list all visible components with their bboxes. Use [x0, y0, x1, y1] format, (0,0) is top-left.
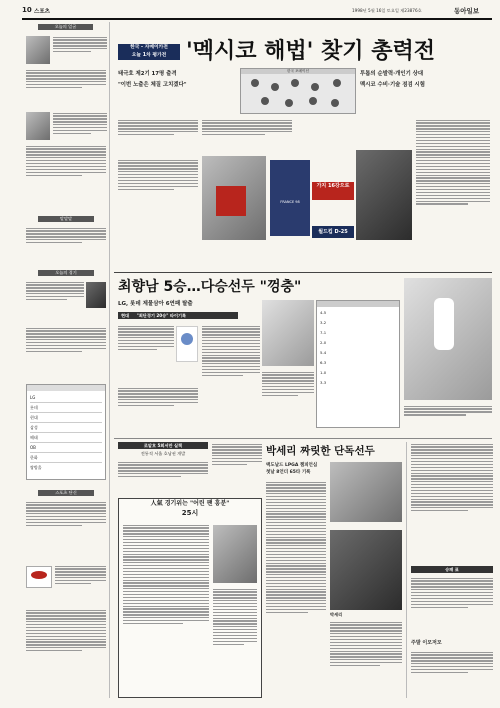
player-icon [285, 99, 293, 107]
games-text-2 [26, 326, 106, 382]
column-box [118, 498, 262, 698]
badge-16: 가지 16강으로 [312, 182, 354, 200]
player-icon [333, 79, 341, 87]
date-line: 1998년 5월 16일 토요일 제23876호 [352, 7, 422, 13]
games-photo [86, 282, 106, 308]
dday-badge: 월드컵 D-25 [312, 226, 354, 238]
face-photo-2 [26, 112, 50, 140]
soccer-body-2 [202, 118, 292, 154]
baseball-body-1 [118, 324, 174, 384]
section-divider [114, 438, 492, 439]
park-photo-1 [330, 462, 402, 522]
section-name: 스포츠 [34, 9, 50, 15]
face-text-1 [53, 35, 107, 65]
score-cell: 6-3 [320, 360, 327, 365]
baseball-body-2 [118, 386, 198, 434]
baseball-illustration [176, 326, 198, 362]
briefs-text-1 [26, 500, 106, 560]
games-text-1 [26, 280, 84, 324]
paper-name: 동아일보 [454, 7, 480, 15]
player-icon [251, 79, 259, 87]
kia-logo [26, 566, 52, 588]
park-body-2 [330, 620, 402, 698]
france98-logo [270, 160, 310, 236]
column-title: 25시 [181, 509, 199, 517]
right-body-3 [411, 650, 493, 696]
soccer-body-1 [118, 118, 198, 154]
right-body-1 [411, 442, 493, 562]
soccer-kicker-1: 한국 - 자메이카전 [130, 45, 168, 50]
standings-row: LG [30, 393, 102, 403]
soccer-sub-left-2: "이번 노출은 체질 고치겠다" [118, 82, 187, 88]
col-head-quotes: 말말말 [38, 216, 94, 222]
park-photo-2 [330, 530, 402, 610]
player-icon [331, 99, 339, 107]
column-body [123, 523, 209, 693]
col-head-briefs: 스포츠 단신 [38, 490, 94, 496]
park-sub [266, 462, 326, 476]
standings-row: 현대 [30, 413, 102, 423]
baseball-player-photo [262, 300, 314, 366]
page-number: 10 [22, 6, 32, 14]
soccer-headline: '멕시코 해법' 찾기 총력전 [186, 39, 435, 64]
column-photo [213, 525, 257, 583]
mid-body-1 [118, 460, 208, 494]
masthead [22, 6, 492, 16]
player-icon [311, 83, 319, 91]
standings-row: OB [30, 443, 102, 453]
face-text-2 [26, 68, 106, 104]
player-icon [291, 79, 299, 87]
left-column [22, 22, 110, 698]
formation-label: 한국 포메이션 [241, 69, 355, 74]
soccer-sub-right-2: 멕시코 수비·기술 점검 시험 [360, 82, 425, 88]
right-lower-column [406, 442, 492, 698]
briefs-text-2 [55, 564, 106, 604]
col-head-today-face: 오늘의 얼굴 [38, 24, 93, 30]
score-cell: 7-1 [320, 330, 327, 335]
face-text-4 [26, 144, 106, 210]
score-cell: 4-5 [320, 310, 327, 315]
face-photo-1 [26, 36, 50, 64]
standings-row: 한화 [30, 453, 102, 463]
baseball-bar-1: 현대 [121, 313, 130, 318]
park-headline: 박세리 짜릿한 단독선두 [266, 445, 375, 457]
column-head: 人氣 경기위는 "어린 팬 흥분" [150, 500, 230, 507]
score-cell: 5-4 [320, 350, 327, 355]
baseball-bar [118, 312, 238, 319]
section-divider [114, 272, 492, 273]
baseball-body-3 [202, 324, 260, 434]
soccer-sub-right-1: 투톱의 순발력·개인기 상대 [360, 71, 424, 77]
soccer-kicker [118, 44, 180, 60]
standings-row: 쌍방울 [30, 465, 42, 470]
right-bar: 승패 표 [411, 566, 493, 573]
player-icon [261, 97, 269, 105]
baseball-body-4 [262, 370, 314, 434]
soccer-sub-left-1: 태극호 제2기 17명 출격 [118, 71, 177, 77]
soccer-subhead-left [118, 70, 238, 89]
briefs-text-3 [26, 608, 106, 708]
tennis-caption [404, 404, 492, 432]
soccer-kicker-2: 오늘 1차 평가전 [131, 53, 167, 58]
park-sub-2: 첫날 8언더 65타 기록 [266, 470, 311, 475]
score-cell: 3-2 [320, 320, 327, 325]
baseball-headline: 최향남 5승…다승선두 "껑충" [118, 279, 302, 295]
soccer-body-right [416, 118, 490, 266]
right-body-2 [411, 576, 493, 636]
france98-text: FRANCE 98 [280, 200, 300, 204]
soccer-subhead-right [360, 70, 488, 89]
park-body-1 [266, 480, 326, 698]
mid-body-2 [212, 442, 262, 494]
right-head: 주말 이모저모 [411, 640, 442, 646]
standings-row: 해태 [30, 433, 102, 443]
column-body-2 [213, 587, 257, 693]
baseball-bar-2: "최단경기 20승" 타이기록 [136, 313, 187, 318]
baseball-sub: LG, 롯데 제물삼아 6연패 탈출 [118, 301, 193, 307]
box-score [316, 300, 400, 428]
standings-row: 삼성 [30, 423, 102, 433]
score-cell: 2-0 [320, 340, 327, 345]
player-icon [309, 97, 317, 105]
soccer-body-3 [118, 158, 198, 224]
mid-box-2: 전통적 서울 호남권 개발 [140, 451, 186, 456]
soccer-photo-2 [356, 150, 412, 240]
park-caption: 박세리 [330, 612, 343, 617]
park-sub-1: 맥도날드 LPGA 챔피언십 [266, 463, 318, 468]
mid-box-1: 로알호 5회서만 실책 [118, 442, 208, 449]
standings-table [26, 384, 106, 480]
player-icon [271, 83, 279, 91]
col-head-games: 오늘의 경기 [38, 270, 94, 276]
tennis-photo [404, 278, 492, 400]
soccer-photo-1 [202, 156, 266, 240]
standings-row: 롯데 [30, 403, 102, 413]
quotes-text [26, 226, 106, 262]
masthead-rule [22, 18, 492, 20]
score-cell: 3-3 [320, 380, 327, 385]
score-cell: 1-0 [320, 370, 327, 375]
formation-graphic [240, 68, 356, 114]
